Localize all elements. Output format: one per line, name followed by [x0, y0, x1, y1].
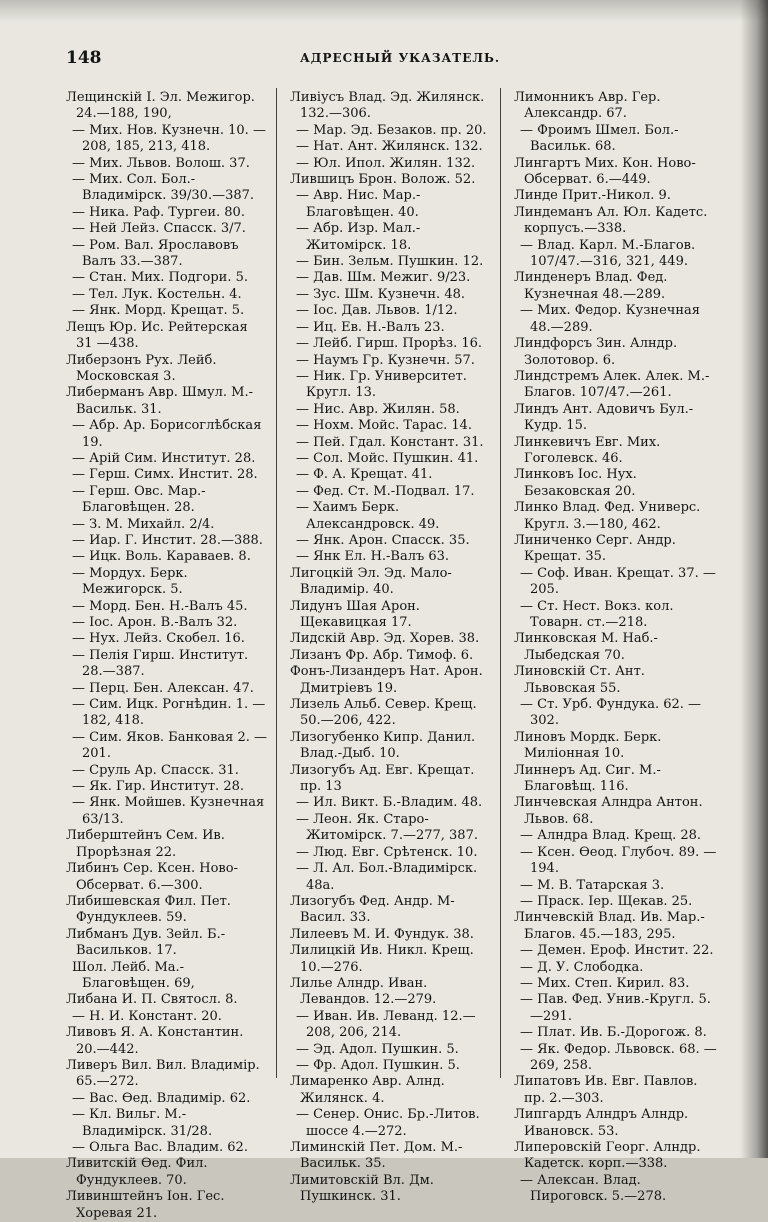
directory-entry: — Сол. Мойс. Пушкин. 41. — [296, 450, 479, 466]
directory-entry: Лиминскій Пет. Дом. М.-Васильк. 35. — [290, 1140, 463, 1172]
directory-entry: Лизогубенко Кипр. Данил. Влад.-Дыб. 10. — [290, 729, 476, 762]
directory-entry: — Праск. Іер. Щекав. 25. — [520, 893, 693, 909]
directory-entry: Лилеевъ М. И. Фундук. 38. — [290, 926, 474, 942]
directory-entry: — Леон. Як. Старо-Житомірск. 7.—277, 387. — [296, 811, 478, 844]
directory-entry: — Пей. Гдал. Констант. 31. — [296, 434, 484, 450]
directory-entry: Линде Прит.-Никол. 9. — [514, 188, 671, 204]
directory-entry: Лизогубъ Ад. Евг. Крещат. пр. 13 — [290, 762, 475, 795]
directory-entry: — Абр. Ар. Борисоглѣбская 19. — [72, 418, 262, 450]
directory-entry: Либерманъ Авр. Шмул. М.-Васильк. 31. — [66, 385, 253, 417]
column-rule-2 — [500, 88, 501, 1078]
directory-entry: — Янк Ел. Н.-Валъ 63. — [296, 549, 450, 565]
directory-entry: Лингартъ Мих. Кон. Ново-Обсерват. 6.—449. — [514, 155, 696, 188]
directory-entry: Лилицкій Ив. Никл. Крещ. 10.—276. — [290, 943, 474, 975]
directory-entry: — Ст. Нест. Вокз. кол. Товарн. ст.—218. — [520, 598, 674, 630]
directory-entry: Либинъ Сер. Ксен. Ново-Обсерват. 6.—300. — [66, 861, 238, 893]
directory-entry: — Ст. Урб. Фундука. 62. —302. — [520, 697, 702, 729]
directory-entry: — Янк. Морд. Крещат. 5. — [72, 303, 245, 319]
directory-entry: Линнеръ Ад. Сиг. М.-Благовѣщ. 116. — [514, 762, 661, 795]
directory-entry: — Ольга Вас. Владим. 62. — [72, 1140, 248, 1155]
directory-entry: — Арій Сим. Институт. 28. — [72, 450, 256, 466]
directory-entry: Лилье Алндр. Иван. Левандов. 12.—279. — [290, 975, 437, 1008]
directory-entry: Либишевская Фил. Пет. Фундуклеев. 59. — [66, 893, 231, 926]
directory-entry: — Кл. Вильг. М.-Владимірск. 31/28. — [72, 1107, 213, 1139]
directory-entry: — Нис. Авр. Жилян. 58. — [296, 401, 460, 417]
directory-entry: — Демен. Ероф. Инстит. 22. — [520, 943, 714, 959]
directory-entry: Линиченко Серг. Андр. Крещат. 35. — [514, 532, 676, 565]
directory-entry: — Нат. Ант. Жилянск. 132. — [296, 139, 483, 155]
directory-entry: Липеровскій Георг. Алндр. Кадетск. корп.—338. — [514, 1140, 701, 1172]
directory-entry: — Мих. Нов. Кузнечн. 10. —208, 185, 213, 418. — [72, 122, 266, 155]
directory-entry: — М. В. Татарская 3. — [520, 877, 665, 893]
directory-entry: Линковъ Іос. Нух. Безаковская 20. — [514, 467, 637, 499]
directory-entry: Лещъ Юр. Ис. Рейтерская 31 —438. — [66, 319, 248, 352]
directory-entry: — Фед. Ст. М.-Подвал. 17. — [296, 483, 475, 499]
directory-entry: Линдъ Ант. Адовичъ Бул.-Кудр. 15. — [514, 401, 694, 434]
directory-entry: Либманъ Дув. Зейл. Б.-Васильков. 17. — [66, 926, 226, 959]
column-1 — [66, 90, 268, 1222]
directory-entry: — Стан. Мих. Подгори. 5. — [72, 270, 248, 286]
directory-entry: Линко Влад. Фед. Универс. Кругл. 3.—180, 462. — [514, 500, 701, 532]
directory-entry: — Як. Гир. Институт. 28. — [72, 779, 244, 795]
directory-entry: — Иван. Ив. Леванд. 12.— 208, 206, 214. — [296, 1008, 476, 1041]
directory-entry: — Янк. Арон. Спасск. 35. — [296, 532, 470, 548]
directory-entry: — Перц. Бен. Алексан. 47. — [72, 680, 254, 696]
directory-entry: Линдфорсъ Зин. Алндр. Золотовор. 6. — [514, 336, 678, 368]
directory-entry: Линкевичъ Евг. Мих. Гоголевск. 46. — [514, 434, 661, 466]
directory-entry: Шол. Лейб. Ма.-Благовѣщен. 69, — [72, 959, 195, 991]
directory-entry: — Плат. Ив. Б.-Дорогож. 8. — [520, 1025, 707, 1041]
directory-entry: Лигоцкій Эл. Эд. Мало-Владимір. 40. — [290, 565, 452, 598]
directory-entry: — Мордух. Берк. Межигорск. 5. — [72, 565, 188, 598]
directory-entry: — Ник. Гр. Университет. Кругл. 13. — [296, 368, 467, 401]
directory-entry: — Мих. Львов. Волош. 37. — [72, 155, 250, 171]
directory-entry: — Як. Федор. Львовск. 68. —269, 258. — [520, 1041, 717, 1073]
directory-entry: Лимитовскій Вл. Дм. Пушкинск. 31. — [290, 1172, 434, 1205]
directory-entry: Линковская М. Наб.-Лыбедская 70. — [514, 631, 658, 663]
directory-entry: — Тел. Лук. Костельн. 4. — [72, 286, 242, 302]
running-title: АДРЕСНЫЙ УКАЗАТЕЛЬ. — [300, 51, 501, 65]
directory-entry: — Фр. Адол. Пушкин. 5. — [296, 1057, 460, 1073]
directory-entry: — Д. У. Слободка. — [520, 959, 644, 975]
directory-entry: — Мар. Эд. Безаков. пр. 20. — [296, 122, 487, 138]
directory-entry: Лизель Альб. Север. Крещ. 50.—206, 422. — [290, 697, 477, 729]
directory-entry: — Бин. Зельм. Пушкин. 12. — [296, 254, 484, 270]
directory-entry: — Нух. Лейз. Скобел. 16. — [72, 631, 245, 647]
column-3 — [514, 90, 719, 1206]
page-number: 148 — [66, 48, 102, 68]
directory-entry: Либерштейнъ Сем. Ив. Прорѣзная 22. — [66, 828, 225, 860]
directory-entry: — Ф. А. Крещат. 41. — [296, 467, 433, 483]
directory-entry: — Ром. Вал. Ярославовъ Валъ 33.—387. — [72, 237, 239, 270]
directory-entry: Либана И. П. Святосл. 8. — [66, 992, 238, 1008]
directory-entry: Липатовъ Ив. Евг. Павлов. пр. 2.—303. — [514, 1074, 698, 1106]
directory-entry: — Нохм. Мойс. Тарас. 14. — [296, 418, 473, 434]
directory-entry: — Н. И. Констант. 20. — [72, 1008, 222, 1024]
scan-shadow-edge — [740, 0, 768, 1158]
directory-entry: Лимаренко Авр. Алнд. Жилянск. 4. — [290, 1074, 445, 1106]
directory-entry: — Герш. Овс. Мар.-Благовѣщен. 28. — [72, 483, 206, 516]
directory-entry: — Эд. Адол. Пушкин. 5. — [296, 1041, 459, 1057]
directory-entry: — Герш. Симх. Инстит. 28. — [72, 467, 258, 483]
directory-entry: — Лейб. Гирш. Прорѣз. 16. — [296, 336, 483, 352]
directory-entry: Линдеманъ Ал. Юл. Кадетс. корпусъ.—338. — [514, 204, 708, 237]
directory-entry: — Ксен. Өеод. Глубоч. 89. —194. — [520, 844, 717, 877]
directory-entry: — Абр. Изр. Мал.-Житомірск. 18. — [296, 221, 421, 253]
directory-entry: — Зус. Шм. Кузнечн. 48. — [296, 286, 465, 302]
directory-entry: — Ил. Викт. Б.-Владим. 48. — [296, 795, 483, 811]
directory-entry: Липгардъ Алндръ Алндр. Ивановск. 53. — [514, 1107, 689, 1139]
directory-entry: Лизанъ Фр. Абр. Тимоф. 6. — [290, 647, 474, 663]
directory-entry: Линовъ Мордк. Берк. Миліонная 10. — [514, 729, 662, 762]
directory-entry: — Вас. Өед. Владимір. 62. — [72, 1090, 251, 1106]
directory-entry: Ливитскій Өед. Фил. Фундуклеев. 70. — [66, 1156, 208, 1188]
directory-entry: — Ицк. Воль. Караваев. 8. — [72, 549, 251, 565]
directory-entry: Линденеръ Влад. Фед. Кузнечная 48.—289. — [514, 270, 668, 302]
directory-entry: Лившицъ Брон. Волож. 52. — [290, 172, 476, 188]
directory-entry: — Мих. Сол. Бол.-Владимірск. 39/30.—387. — [72, 172, 255, 204]
directory-entry: Ливовъ Я. А. Константин. 20.—442. — [66, 1025, 244, 1057]
directory-entry: Лещинскій І. Эл. Межигор. 24.—188, 190, — [66, 90, 255, 122]
column-2 — [290, 90, 490, 1206]
directory-entry: Фонъ-Лизандеръ Нат. Арон. Дмитріевъ 19. — [290, 664, 483, 696]
directory-entry: — Люд. Евг. Срѣтенск. 10. — [296, 844, 478, 860]
directory-entry: — Авр. Нис. Мар.-Благовѣщен. 40. — [296, 188, 421, 220]
directory-entry: — Сруль Ар. Спасск. 31. — [72, 762, 239, 778]
directory-entry: — Янк. Мойшев. Кузнечная 63/13. — [72, 795, 265, 827]
directory-entry: — Іос. Арон. В.-Валъ 32. — [72, 615, 238, 630]
directory-entry: — Сим. Ицк. Рогнѣдин. 1. —182, 418. — [72, 697, 266, 729]
directory-entry: — Фроимъ Шмел. Бол.-Васильк. 68. — [520, 122, 679, 155]
directory-entry: — Пелія Гирш. Институт. 28.—387. — [72, 647, 249, 680]
directory-entry: — Морд. Бен. Н.-Валъ 45. — [72, 598, 248, 614]
directory-entry: — Влад. Карл. М.-Благов. 107/47.—316, 321, 449. — [520, 237, 696, 270]
directory-entry: Либерзонъ Рух. Лейб. Московская 3. — [66, 352, 217, 384]
directory-entry: Ливинштейнъ Іон. Гес. Хоревая 21. — [66, 1189, 225, 1221]
directory-entry: — Мих. Федор. Кузнечная 48.—289. — [520, 303, 700, 335]
directory-entry: Лизогубъ Фед. Андр. М-Васил. 33. — [290, 893, 455, 926]
scan-shadow-top — [0, 0, 768, 22]
directory-entry: — Ника. Раф. Тургеи. 80. — [72, 204, 245, 220]
directory-entry: Линчевскій Влад. Ив. Мар.-Благов. 45.—183, 295. — [514, 910, 705, 942]
directory-entry: — Соф. Иван. Крещат. 37. —205. — [520, 565, 716, 598]
directory-entry: — Наумъ Гр. Кузнечн. 57. — [296, 352, 475, 368]
directory-entry: — Мих. Степ. Кирил. 83. — [520, 975, 690, 991]
column-rule-1 — [276, 88, 277, 1078]
directory-entry: Лимонникъ Авр. Гер. Александр. 67. — [514, 90, 661, 122]
directory-entry: — Хаимъ Берк. Александровск. 49. — [296, 500, 440, 532]
directory-entry: — Иц. Ев. Н.-Валъ 23. — [296, 319, 445, 335]
directory-entry: — Л. Ал. Бол.-Владимірск. 48а. — [296, 861, 478, 893]
directory-entry: Линчевская Алндра Антон. Львов. 68. — [514, 795, 703, 827]
directory-entry: — Алндра Влад. Крещ. 28. — [520, 828, 702, 844]
directory-entry: — Сим. Яков. Банковая 2. —201. — [72, 729, 268, 762]
directory-entry: — Сенер. Онис. Бр.-Литов. шоссе 4.—272. — [296, 1107, 480, 1139]
directory-entry: Ливіусъ Влад. Эд. Жилянск. 132.—306. — [290, 90, 485, 122]
directory-entry: Линдстремъ Алек. Алек. М.-Благов. 107/47.—261. — [514, 368, 710, 401]
directory-entry: — Иар. Г. Инстит. 28.—388. — [72, 532, 263, 548]
directory-entry: — Юл. Ипол. Жилян. 132. — [296, 155, 476, 171]
directory-entry: Линовскій Ст. Ант. Львовская 55. — [514, 664, 645, 696]
directory-entry: — Дав. Шм. Межиг. 9/23. — [296, 270, 471, 286]
directory-entry: Ливеръ Вил. Вил. Владимір. 65.—272. — [66, 1057, 260, 1090]
directory-entry: — Алексан. Влад. Пироговск. 5.—278. — [520, 1172, 667, 1205]
directory-entry: — Пав. Фед. Унив.-Кругл. 5.—291. — [520, 992, 711, 1024]
directory-entry: Лидскій Авр. Эд. Хорев. 38. — [290, 631, 480, 647]
directory-entry: Лидунъ Шая Арон. Щекавицкая 17. — [290, 598, 420, 630]
directory-entry: — З. М. Михайл. 2/4. — [72, 516, 215, 532]
directory-entry: — Ней Лейз. Спасск. 3/7. — [72, 221, 246, 237]
directory-entry: — Іос. Дав. Львов. 1/12. — [296, 303, 458, 319]
